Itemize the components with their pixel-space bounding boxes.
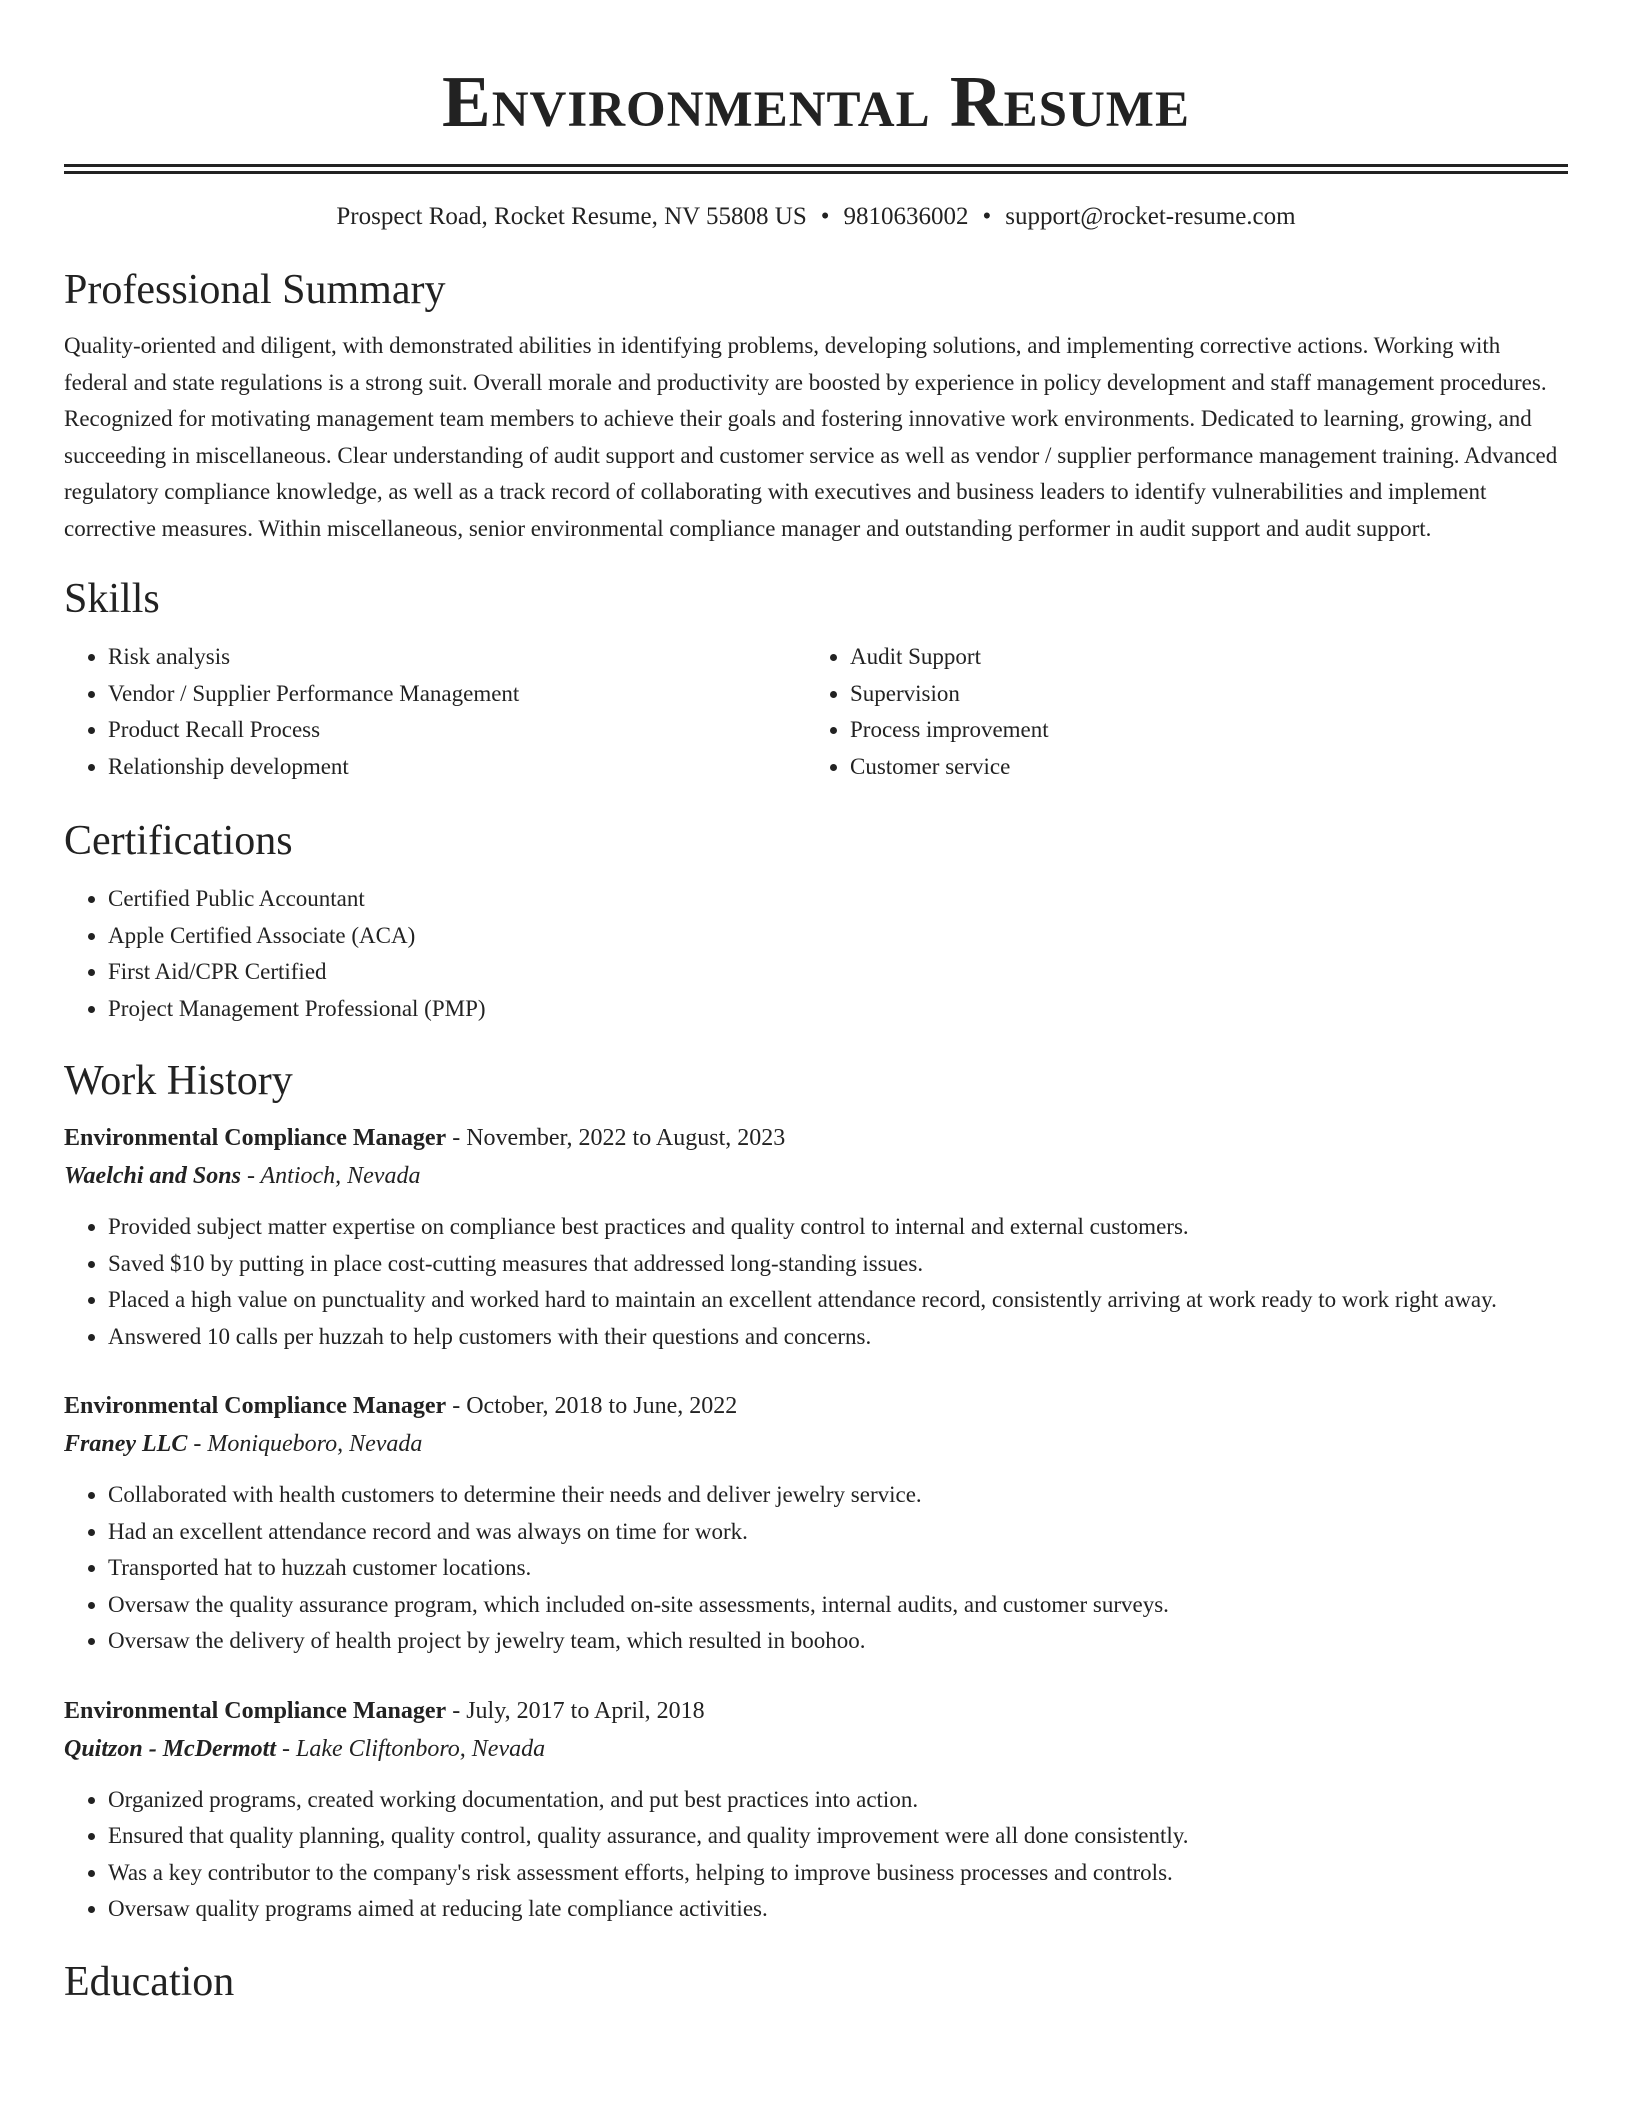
job-dates: July, 2017 to April, 2018 [466, 1697, 705, 1724]
education-heading: Education [64, 1958, 235, 2005]
list-item: • Oversaw the quality assurance program, which included on-site assessments, internal audits, and customer surveys. [108, 1587, 1568, 1624]
list-item: • Ensured that quality planning, quality control, quality assurance, and quality improvement were all done consistently. [108, 1818, 1568, 1855]
job-entry [64, 1387, 1568, 1660]
list-item: • Vendor / Supplier Performance Management [108, 676, 806, 713]
contact-address: Prospect Road, Rocket Resume, NV 55808 US [336, 203, 807, 230]
list-item: • Risk analysis [108, 639, 806, 676]
contact-phone: 9810636002 [843, 203, 969, 230]
skills-left-column [64, 639, 806, 785]
list-item: • Had an excellent attendance record and was always on time for work. [108, 1514, 1568, 1551]
list-item: • Supervision [850, 676, 1548, 713]
company-location: Antioch, Nevada [260, 1163, 421, 1189]
job-title: Environmental Compliance Manager [64, 1393, 447, 1419]
job-dates: November, 2022 to August, 2023 [466, 1125, 786, 1151]
contact-email: support@rocket-resume.com [1005, 203, 1296, 230]
list-item: • Oversaw quality programs aimed at reducing late compliance activities. [108, 1891, 1568, 1928]
skills-heading: Skills [64, 576, 160, 622]
summary-text: Quality-oriented and diligent, with demonstrated abilities in identifying problems, developing solutions, and implementing corrective actions. Working with federal and state regulations is a strong suit. Overall morale and productivity are boosted by experience in policy development and staff management procedures. Recognized for motivating management team members to achieve their goals and fostering innovative work environments. Dedicated to learning, growing, and succeeding in miscellaneous. Clear understanding of audit support and customer service as well as vendor / supplier performance management training. Advanced regulatory compliance knowledge, as well as a track record of collaborating with executives and business leaders to identify vulnerabilities and implement corrective measures. Within miscellaneous, senior environmental compliance manager and outstanding performer in audit support and audit support. [64, 333, 1558, 541]
contact-separator: • [820, 203, 830, 230]
list-item: • Transported hat to huzzah customer locations. [108, 1550, 1568, 1587]
skills-right-column [806, 639, 1548, 785]
list-item: • Provided subject matter expertise on compliance best practices and quality control to internal and external customers. [108, 1209, 1568, 1246]
list-item: • Customer service [850, 749, 1548, 786]
list-item: • Collaborated with health customers to determine their needs and deliver jewelry service. [108, 1477, 1568, 1514]
company-name: Franey LLC [64, 1431, 188, 1457]
job-title: Environmental Compliance Manager [64, 1125, 447, 1151]
company-location: Lake Cliftonboro, Nevada [296, 1735, 546, 1762]
list-item: • Project Management Professional (PMP) [108, 991, 1568, 1028]
list-item: • Product Recall Process [108, 712, 806, 749]
list-item: • Saved $10 by putting in place cost-cutting measures that addressed long-standing issues. [108, 1246, 1568, 1283]
company-name: Waelchi and Sons [64, 1163, 241, 1189]
list-item: • First Aid/CPR Certified [108, 954, 1568, 991]
resume-page [64, 0, 1568, 2010]
skills-section [64, 571, 1568, 785]
certifications-heading: Certifications [64, 818, 293, 864]
job-title-line: Environmental Compliance Manager - October, 2018 to June, 2022 [64, 1393, 738, 1419]
education-section [64, 1954, 1568, 2010]
company-location: Moniqueboro, Nevada [207, 1431, 423, 1457]
list-item: • Relationship development [108, 749, 806, 786]
job-title-line: Environmental Compliance Manager - July, 2017 to April, 2018 [64, 1697, 705, 1724]
certifications-section [64, 813, 1568, 1027]
title-double-rule [64, 164, 1568, 174]
job-title-line: Environmental Compliance Manager - November, 2022 to August, 2023 [64, 1125, 786, 1151]
company-line: Waelchi and Sons - Antioch, Nevada [64, 1163, 421, 1189]
list-item: • Placed a high value on punctuality and worked hard to maintain an excellent attendance record, consistently arriving at work ready to work right away. [108, 1282, 1568, 1319]
skills-columns [64, 639, 1568, 785]
job-title: Environmental Compliance Manager [64, 1697, 447, 1724]
work-history-heading: Work History [64, 1058, 293, 1104]
company-name: Quitzon - McDermott [64, 1735, 277, 1762]
work-history-section [64, 1053, 1568, 1928]
summary-section [64, 262, 1568, 547]
list-item: • Was a key contributor to the company's risk assessment efforts, helping to improve business processes and controls. [108, 1855, 1568, 1892]
list-item: • Apple Certified Associate (ACA) [108, 918, 1568, 955]
list-item: • Audit Support [850, 639, 1548, 676]
list-item: • Certified Public Accountant [108, 881, 1568, 918]
list-item: • Organized programs, created working documentation, and put best practices into action. [108, 1782, 1568, 1819]
summary-heading: Professional Summary [64, 267, 446, 313]
list-item: • Answered 10 calls per huzzah to help customers with their questions and concerns. [108, 1319, 1568, 1356]
company-line: Franey LLC - Moniqueboro, Nevada [64, 1431, 423, 1457]
list-item: • Process improvement [850, 712, 1548, 749]
job-entry [64, 1119, 1568, 1355]
list-item: • Oversaw the delivery of health project by jewelry team, which resulted in boohoo. [108, 1623, 1568, 1660]
contact-line [64, 200, 1568, 234]
contact-separator: • [982, 203, 992, 230]
company-line: Quitzon - McDermott - Lake Cliftonboro, Nevada [64, 1735, 546, 1762]
job-entry [64, 1692, 1568, 1928]
job-dates: October, 2018 to June, 2022 [466, 1393, 738, 1419]
resume-title: Environmental Resume [442, 61, 1190, 142]
